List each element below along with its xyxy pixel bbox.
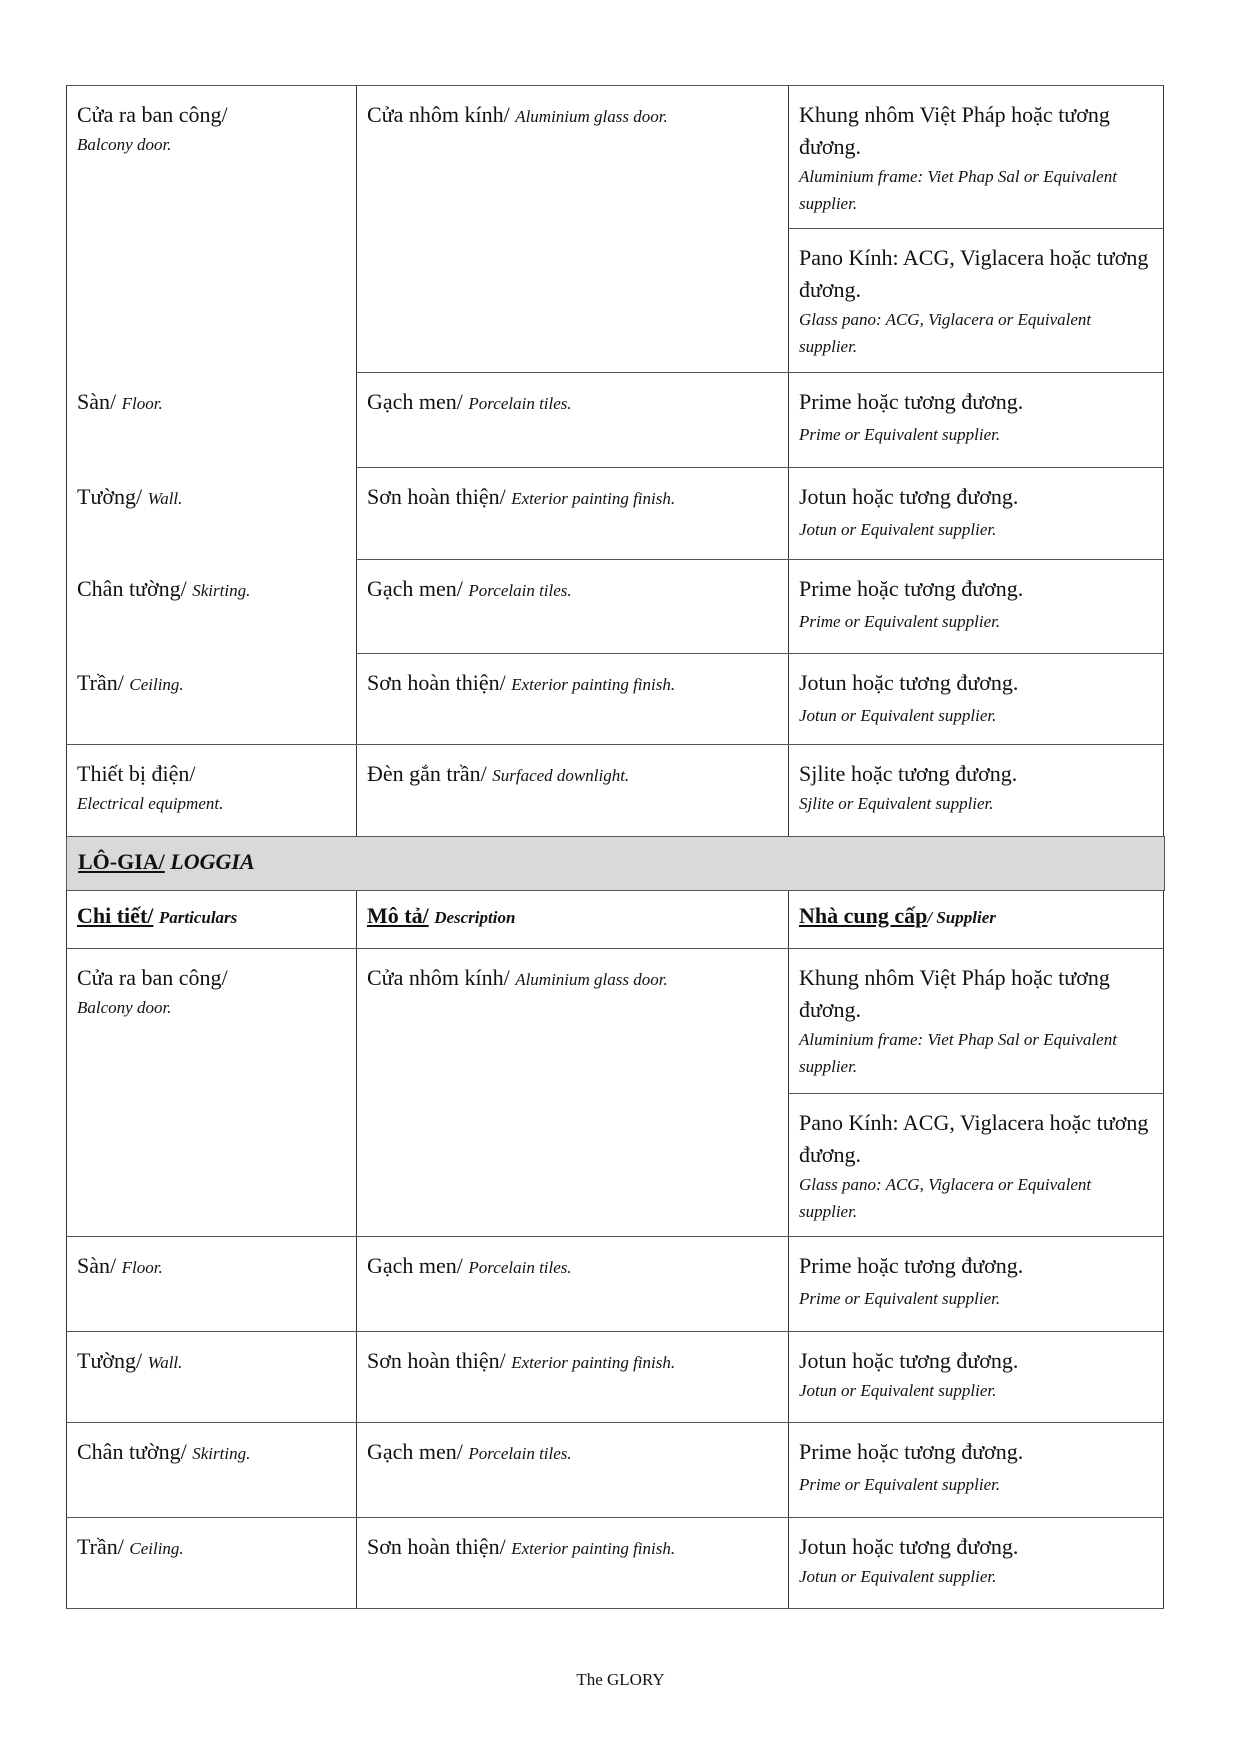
particular-vi: Thiết bị điện/ xyxy=(77,761,196,786)
supplier-en: Sjlite or Equivalent supplier. xyxy=(799,794,994,813)
supplier-vi: Prime hoặc tương đương. xyxy=(799,1253,1024,1278)
particular-vi: Cửa ra ban công/ xyxy=(77,102,228,127)
supplier-cell xyxy=(788,1236,1163,1316)
particular-en: Wall. xyxy=(147,489,183,508)
supplier-en: Aluminium frame: Viet Phap Sal or Equivalent supplier. xyxy=(799,167,1117,213)
description-cell xyxy=(356,744,788,792)
particular-en: Skirting. xyxy=(192,1444,251,1463)
particular-vi: Sàn/ xyxy=(77,389,117,414)
description-cell xyxy=(356,467,788,515)
supplier-cell xyxy=(788,85,1163,217)
particular-vi: Tường/ xyxy=(77,1348,143,1373)
particular-vi: Chân tường/ xyxy=(77,1439,187,1464)
description-en: Surfaced downlight. xyxy=(492,766,630,785)
particular-vi: Trần/ xyxy=(77,670,124,695)
description-en: Aluminium glass door. xyxy=(515,107,668,126)
supplier-vi: Prime hoặc tương đương. xyxy=(799,389,1024,414)
supplier-vi: Jotun hoặc tương đương. xyxy=(799,1534,1019,1559)
particular-cell xyxy=(66,1422,356,1470)
column-divider xyxy=(356,85,357,836)
table-border xyxy=(66,85,67,836)
particular-cell xyxy=(66,559,356,607)
supplier-en: Prime or Equivalent supplier. xyxy=(799,612,1001,631)
supplier-cell xyxy=(788,1093,1163,1225)
supplier-cell xyxy=(788,744,1163,817)
particular-en: Skirting. xyxy=(192,581,251,600)
supplier-vi: Jotun hoặc tương đương. xyxy=(799,1348,1019,1373)
description-cell xyxy=(356,1331,788,1379)
supplier-cell xyxy=(788,1331,1163,1404)
description-en: Aluminium glass door. xyxy=(515,970,668,989)
section-title-vi: LÔ-GIA/ xyxy=(78,849,165,874)
description-vi: Cửa nhôm kính/ xyxy=(367,102,510,127)
particular-cell xyxy=(66,744,356,817)
supplier-vi: Jotun hoặc tương đương. xyxy=(799,484,1019,509)
header-en: / Supplier xyxy=(927,908,996,927)
description-cell xyxy=(356,1422,788,1470)
row-divider xyxy=(66,1608,1164,1609)
description-cell xyxy=(356,559,788,607)
description-cell xyxy=(356,653,788,701)
particular-cell xyxy=(66,1517,356,1565)
supplier-vi: Prime hoặc tương đương. xyxy=(799,1439,1024,1464)
supplier-vi: Prime hoặc tương đương. xyxy=(799,576,1024,601)
supplier-en: Glass pano: ACG, Viglacera or Equivalent supplier. xyxy=(799,1175,1092,1221)
supplier-cell xyxy=(788,559,1163,639)
description-en: Exterior painting finish. xyxy=(511,675,676,694)
column-header-particulars xyxy=(66,891,356,929)
supplier-cell xyxy=(788,228,1163,360)
supplier-vi: Jotun hoặc tương đương. xyxy=(799,670,1019,695)
particular-en: Electrical equipment. xyxy=(77,794,224,813)
particular-cell xyxy=(66,467,356,515)
supplier-cell xyxy=(788,1422,1163,1502)
description-cell xyxy=(356,85,788,133)
supplier-en: Jotun or Equivalent supplier. xyxy=(799,1567,997,1586)
description-vi: Cửa nhôm kính/ xyxy=(367,965,510,990)
column-header-supplier xyxy=(788,891,1163,929)
section-title-en: LOGGIA xyxy=(170,849,255,874)
particular-en: Floor. xyxy=(121,1258,163,1277)
supplier-en: Jotun or Equivalent supplier. xyxy=(799,520,997,539)
description-en: Porcelain tiles. xyxy=(468,1444,572,1463)
supplier-vi: Pano Kính: ACG, Viglacera hoặc tương đương. xyxy=(799,245,1149,302)
particular-cell xyxy=(66,1236,356,1284)
description-vi: Gạch men/ xyxy=(367,389,463,414)
description-en: Porcelain tiles. xyxy=(468,394,572,413)
particular-en: Ceiling. xyxy=(129,675,184,694)
supplier-vi: Khung nhôm Việt Pháp hoặc tương đương. xyxy=(799,965,1110,1022)
header-en: Particulars xyxy=(158,908,238,927)
table-border xyxy=(1163,891,1164,1608)
description-cell xyxy=(356,1517,788,1565)
description-en: Exterior painting finish. xyxy=(511,489,676,508)
table-border xyxy=(1163,85,1164,836)
supplier-cell xyxy=(788,653,1163,733)
supplier-vi: Pano Kính: ACG, Viglacera hoặc tương đương. xyxy=(799,1110,1149,1167)
particular-en: Floor. xyxy=(121,394,163,413)
particular-vi: Tường/ xyxy=(77,484,143,509)
header-en: Description xyxy=(434,908,516,927)
supplier-en: Prime or Equivalent supplier. xyxy=(799,1475,1001,1494)
supplier-en: Prime or Equivalent supplier. xyxy=(799,425,1001,444)
particular-vi: Sàn/ xyxy=(77,1253,117,1278)
description-en: Porcelain tiles. xyxy=(468,581,572,600)
particular-vi: Chân tường/ xyxy=(77,576,187,601)
supplier-vi: Khung nhôm Việt Pháp hoặc tương đương. xyxy=(799,102,1110,159)
description-cell xyxy=(356,1236,788,1284)
supplier-en: Prime or Equivalent supplier. xyxy=(799,1289,1001,1308)
header-vi: Mô tả/ xyxy=(367,903,429,928)
header-vi: Nhà cung cấp xyxy=(799,903,928,928)
description-cell xyxy=(356,948,788,996)
supplier-en: Jotun or Equivalent supplier. xyxy=(799,706,997,725)
section-heading-loggia xyxy=(66,836,1165,891)
description-en: Exterior painting finish. xyxy=(511,1539,676,1558)
supplier-vi: Sjlite hoặc tương đương. xyxy=(799,761,1018,786)
supplier-en: Aluminium frame: Viet Phap Sal or Equivalent supplier. xyxy=(799,1030,1117,1076)
particular-cell xyxy=(66,372,356,420)
description-vi: Đèn gắn trần/ xyxy=(367,761,487,786)
particular-vi: Cửa ra ban công/ xyxy=(77,965,228,990)
particular-cell xyxy=(66,1331,356,1379)
description-vi: Sơn hoàn thiện/ xyxy=(367,484,506,509)
particular-en: Balcony door. xyxy=(77,135,172,154)
particular-cell xyxy=(66,948,356,1021)
supplier-en: Glass pano: ACG, Viglacera or Equivalent supplier. xyxy=(799,310,1092,356)
description-vi: Sơn hoàn thiện/ xyxy=(367,670,506,695)
header-vi: Chi tiết/ xyxy=(77,903,154,928)
supplier-en: Jotun or Equivalent supplier. xyxy=(799,1381,997,1400)
section-title xyxy=(78,849,255,875)
particular-cell xyxy=(66,653,356,701)
particular-en: Wall. xyxy=(147,1353,183,1372)
supplier-cell xyxy=(788,1517,1163,1590)
description-cell xyxy=(356,372,788,420)
supplier-cell xyxy=(788,467,1163,547)
particular-cell xyxy=(66,85,356,158)
supplier-cell xyxy=(788,948,1163,1080)
description-en: Porcelain tiles. xyxy=(468,1258,572,1277)
description-vi: Sơn hoàn thiện/ xyxy=(367,1348,506,1373)
description-vi: Gạch men/ xyxy=(367,1253,463,1278)
description-vi: Sơn hoàn thiện/ xyxy=(367,1534,506,1559)
description-vi: Gạch men/ xyxy=(367,1439,463,1464)
page-footer: The GLORY xyxy=(576,1670,665,1689)
particular-vi: Trần/ xyxy=(77,1534,124,1559)
description-en: Exterior painting finish. xyxy=(511,1353,676,1372)
particular-en: Balcony door. xyxy=(77,998,172,1017)
column-header-description xyxy=(356,891,788,929)
supplier-cell xyxy=(788,372,1163,452)
description-vi: Gạch men/ xyxy=(367,576,463,601)
particular-en: Ceiling. xyxy=(129,1539,184,1558)
